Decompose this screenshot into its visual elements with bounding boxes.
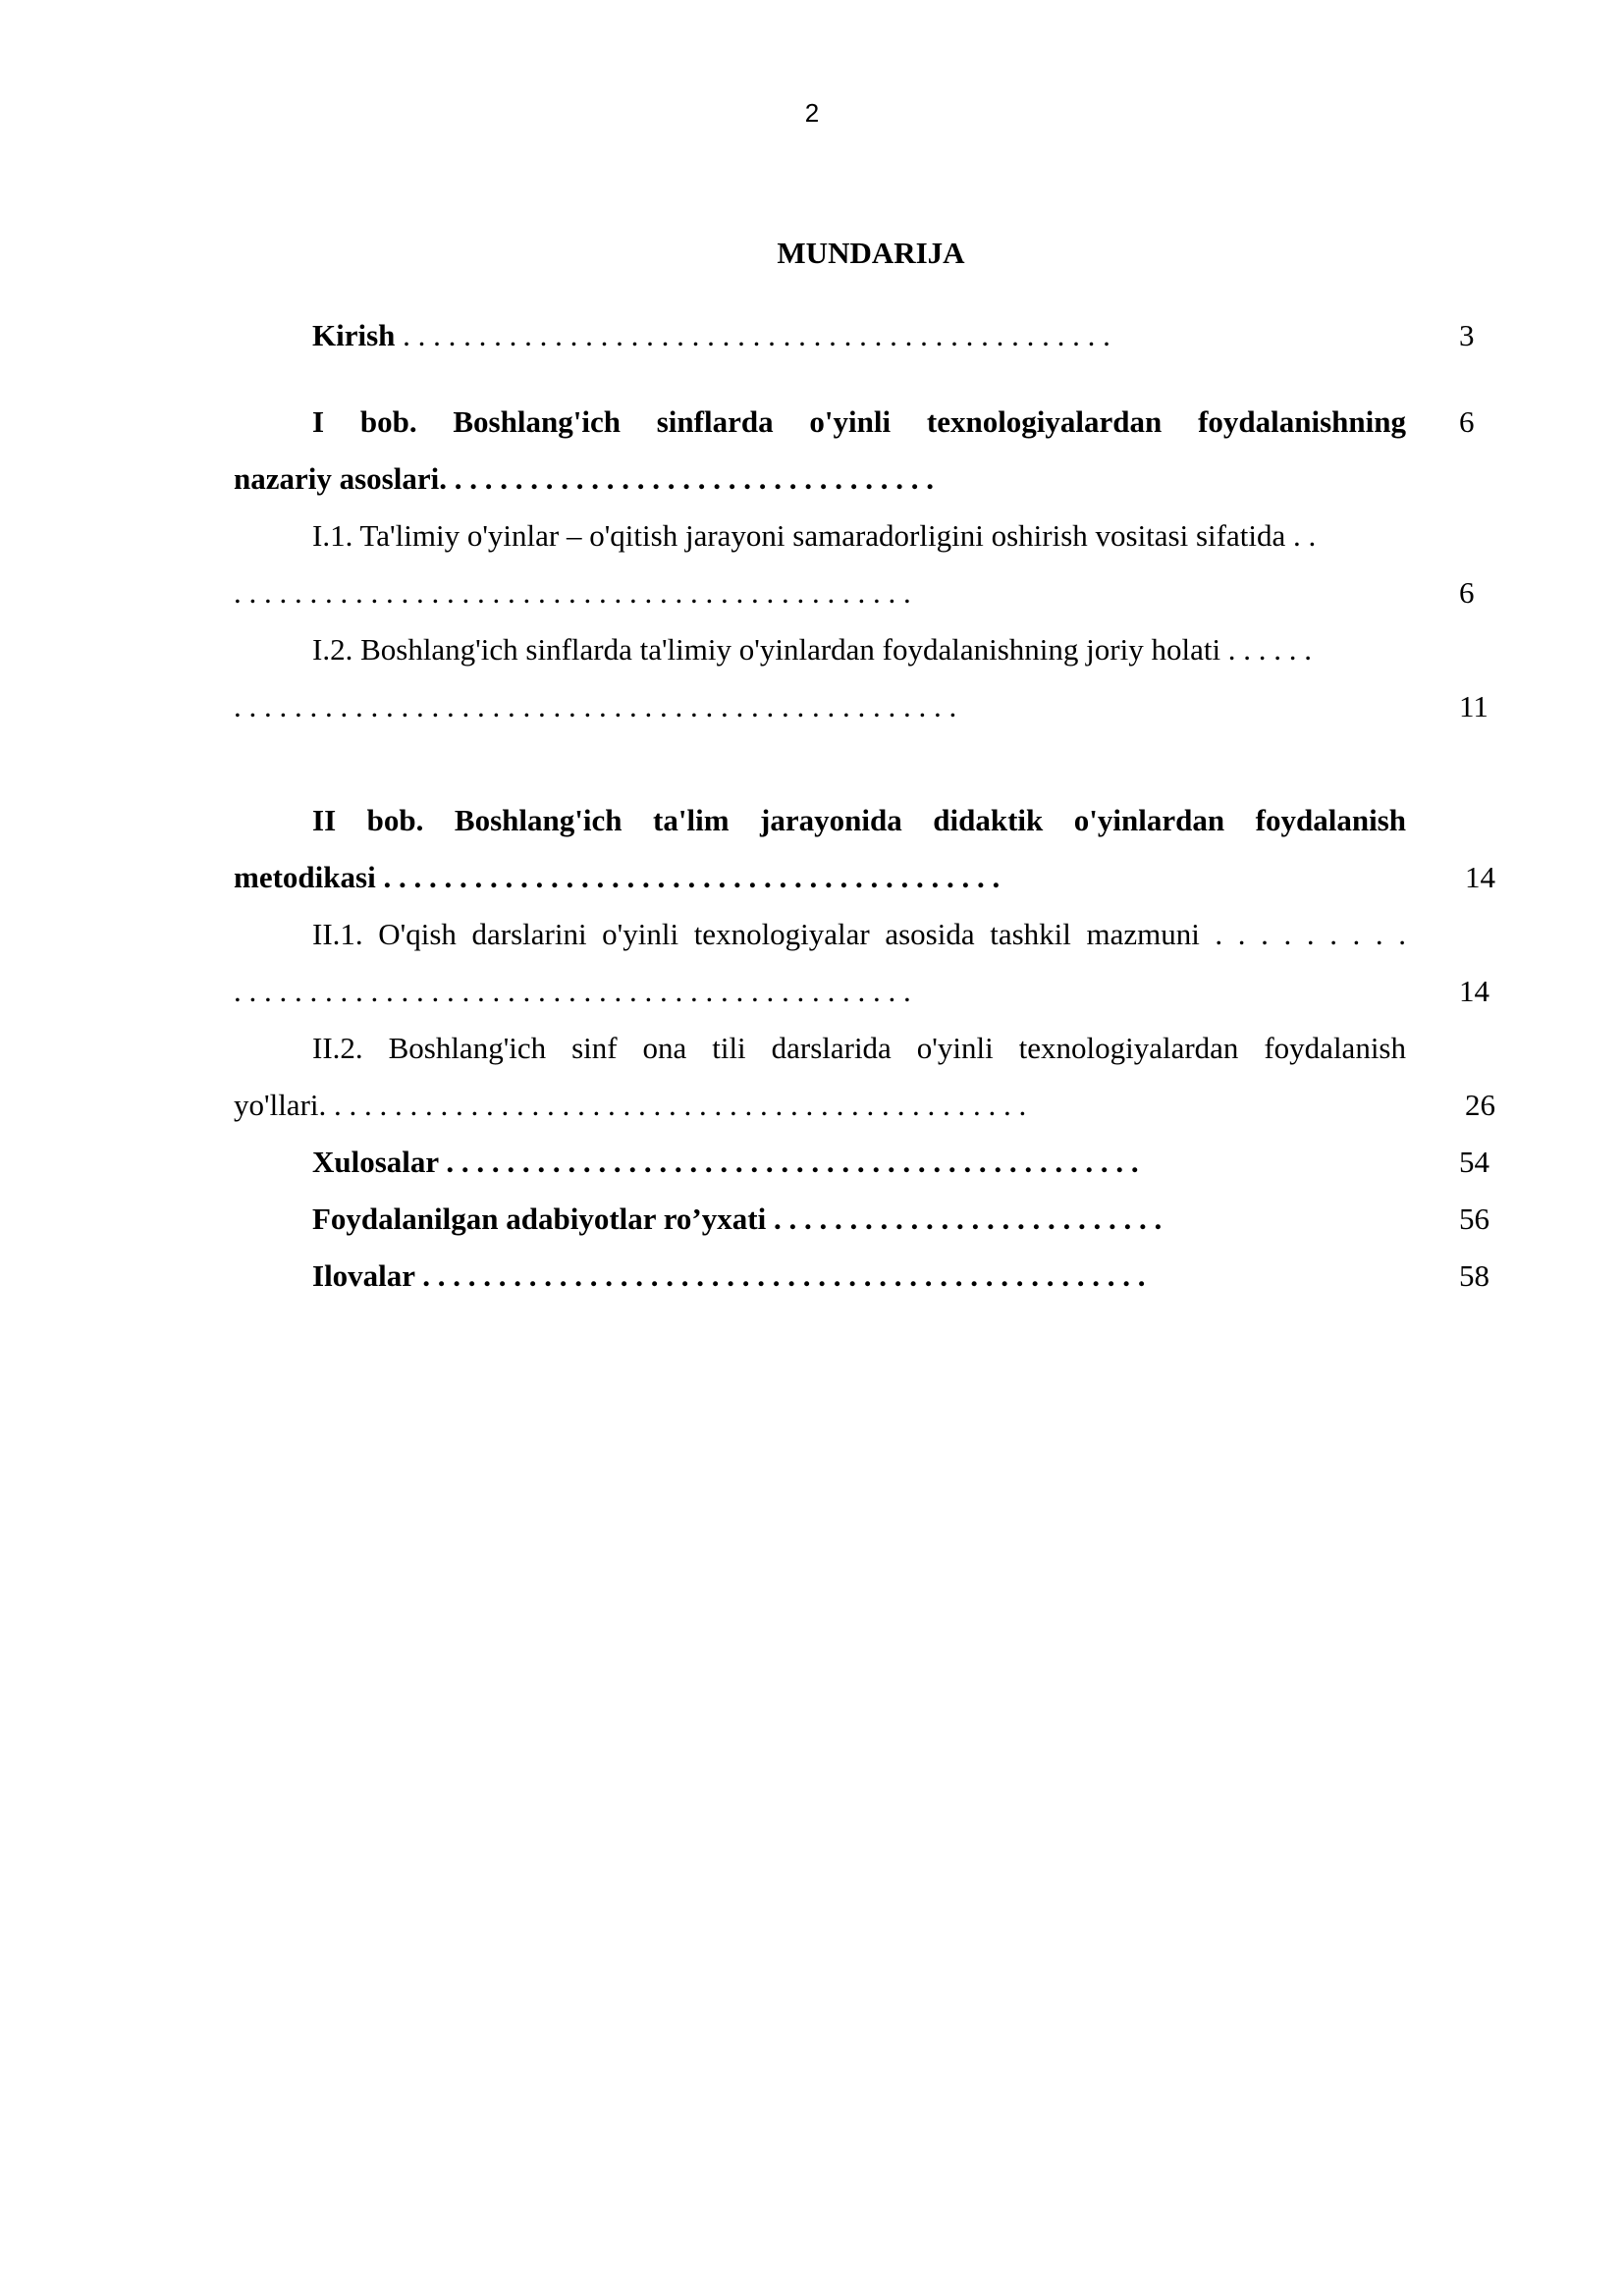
toc-entry-s2-2-line1[interactable]: II.2. Boshlang'ich sinf ona tili darslarida o'yinli texnologiyalardan foydalanish — [312, 1031, 1406, 1065]
toc-entry-ilovalar[interactable] — [312, 1256, 1146, 1296]
toc-entry-bob2-line2[interactable] — [234, 858, 1000, 897]
toc-entry-ilovalar-title: Ilovalar — [312, 1258, 415, 1293]
toc-entry-kirish-leader: . . . . . . . . . . . . . . . . . . . . . . . . . . . . . . . . . . . . . . . . . . . . . . . — [395, 318, 1110, 352]
toc-entry-kirish[interactable] — [312, 316, 1110, 355]
toc-entry-s1-1-line2: . . . . . . . . . . . . . . . . . . . . . . . . . . . . . . . . . . . . . . . . . . . . . — [234, 575, 911, 610]
toc-entry-bob2-leader: . . . . . . . . . . . . . . . . . . . . . . . . . . . . . . . . . . . . . . . . . — [375, 860, 1001, 894]
toc-entry-adabiyotlar-leader: . . . . . . . . . . . . . . . . . . . . . . . . . . — [766, 1201, 1163, 1236]
toc-entry-s2-2-page: 26 — [1465, 1088, 1495, 1122]
toc-entry-bob1-line1[interactable]: I bob. Boshlang'ich sinflarda o'yinli texnologiyalardan foydalanishning — [312, 404, 1406, 439]
toc-entry-s1-1-page: 6 — [1459, 575, 1475, 610]
toc-entry-bob2-page: 14 — [1465, 860, 1495, 894]
toc-entry-ilovalar-page: 58 — [1459, 1258, 1489, 1293]
toc-entry-xulosalar[interactable] — [312, 1143, 1139, 1182]
toc-entry-s1-2-line2: . . . . . . . . . . . . . . . . . . . . . . . . . . . . . . . . . . . . . . . . . . . . . . . . — [234, 689, 957, 723]
toc-entry-s2-1-page: 14 — [1459, 974, 1489, 1008]
toc-entry-kirish-title: Kirish — [312, 318, 396, 352]
toc-entry-adabiyotlar[interactable] — [312, 1200, 1162, 1239]
toc-entry-adabiyotlar-page: 56 — [1459, 1201, 1489, 1236]
toc-entry-s1-2-page: 11 — [1459, 689, 1489, 723]
toc-entry-kirish-page: 3 — [1459, 318, 1475, 352]
toc-entry-xulosalar-page: 54 — [1459, 1145, 1489, 1179]
toc-title: MUNDARIJA — [777, 236, 965, 270]
toc-entry-s2-1-line2: . . . . . . . . . . . . . . . . . . . . . . . . . . . . . . . . . . . . . . . . . . . . . — [234, 974, 911, 1008]
toc-entry-bob2-line1[interactable]: II bob. Boshlang'ich ta'lim jarayonida didaktik o'yinlardan foydalanish — [312, 803, 1406, 837]
toc-entry-s1-1-line1[interactable]: I.1. Ta'limiy o'yinlar – o'qitish jarayoni samaradorligini oshirish vositasi sifatida . . — [312, 518, 1317, 553]
toc-entry-xulosalar-leader: . . . . . . . . . . . . . . . . . . . . . . . . . . . . . . . . . . . . . . . . . . . . . . — [438, 1145, 1139, 1179]
toc-entry-bob1-page: 6 — [1459, 404, 1475, 439]
toc-entry-s1-2-line1[interactable]: I.2. Boshlang'ich sinflarda ta'limiy o'yinlardan foydalanishning joriy holati . . . . . . — [312, 632, 1313, 667]
toc-entry-adabiyotlar-title: Foydalanilgan adabiyotlar ro’yxati — [312, 1201, 767, 1236]
page-number: 2 — [804, 98, 820, 128]
toc-entry-ilovalar-leader: . . . . . . . . . . . . . . . . . . . . . . . . . . . . . . . . . . . . . . . . . . . . . . . . — [414, 1258, 1146, 1293]
toc-entry-bob2-title: metodikasi — [234, 860, 376, 894]
toc-entry-s2-1-line1[interactable]: II.1. O'qish darslarini o'yinli texnologiyalar asosida tashkil mazmuni . . . . . . . . . — [312, 917, 1406, 951]
toc-entry-xulosalar-title: Xulosalar — [312, 1145, 439, 1179]
toc-entry-s2-2-line2: yo'llari. . . . . . . . . . . . . . . . . . . . . . . . . . . . . . . . . . . . . . . . . . . . . . . — [234, 1088, 1027, 1122]
toc-entry-bob1-line2[interactable]: nazariy asoslari. . . . . . . . . . . . . . . . . . . . . . . . . . . . . . . . . — [234, 461, 934, 496]
